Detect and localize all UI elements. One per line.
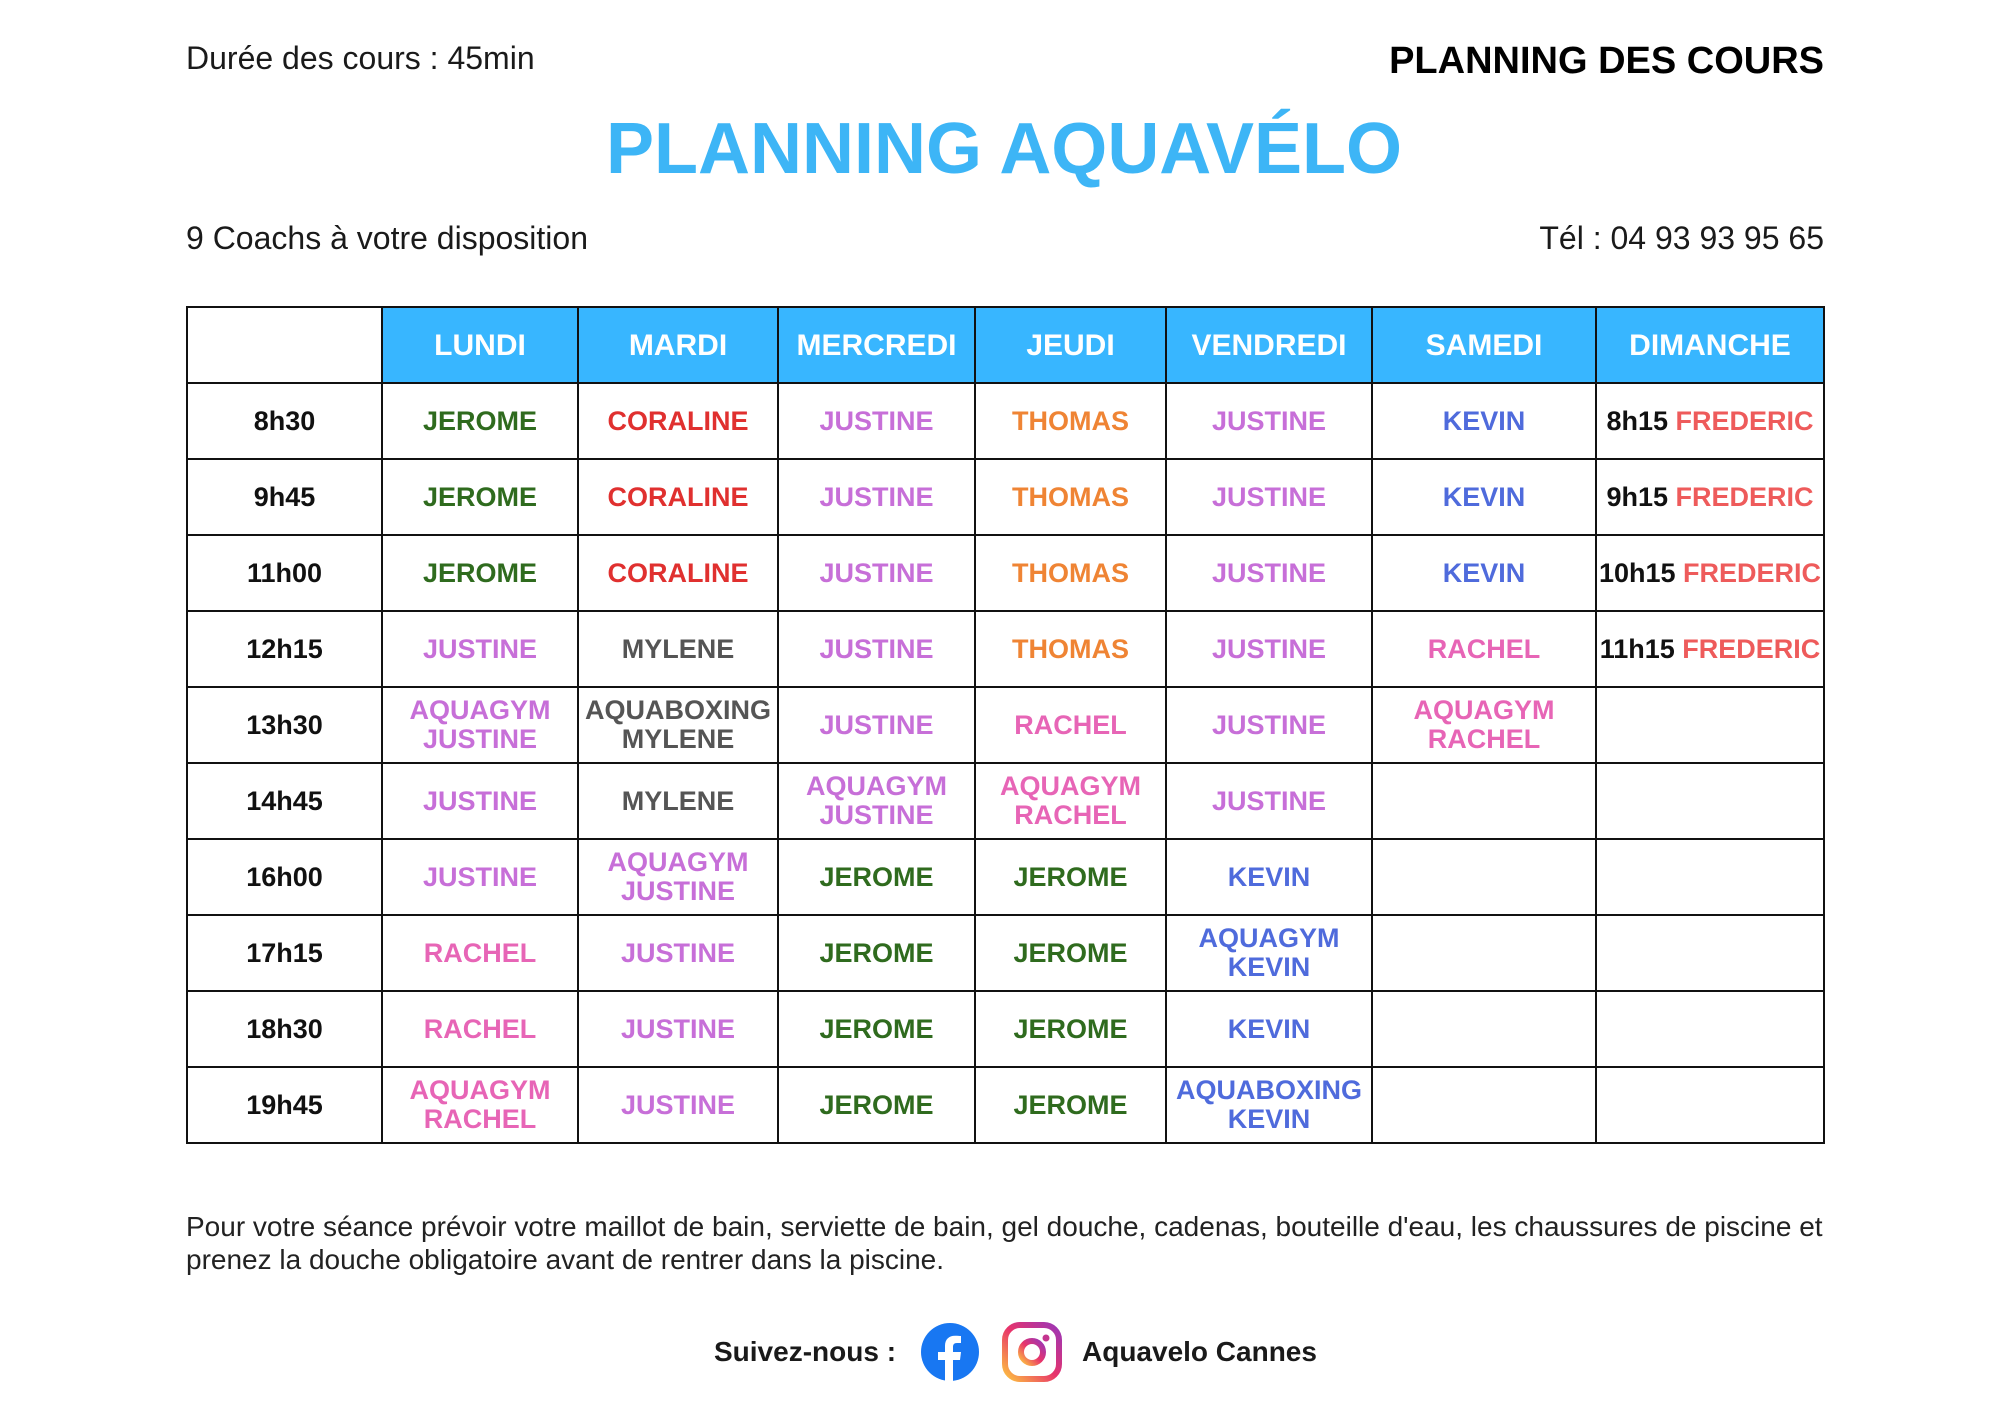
class-cell bbox=[1372, 915, 1596, 991]
class-type: AQUAGYM bbox=[409, 695, 551, 725]
class-cell bbox=[975, 915, 1166, 991]
coach-name: JUSTINE bbox=[1211, 709, 1327, 740]
coach-name: JEROME bbox=[819, 861, 934, 892]
class-cell bbox=[1596, 763, 1824, 839]
time-slot: 17h15 bbox=[187, 915, 382, 991]
class-cell bbox=[1596, 915, 1824, 991]
coach-name: MYLENE bbox=[621, 724, 735, 754]
coach-name: RACHEL bbox=[423, 1104, 537, 1134]
coach-name: KEVIN bbox=[1227, 952, 1311, 982]
class-cell bbox=[1596, 839, 1824, 915]
coach-name: MYLENE bbox=[621, 785, 735, 816]
class-cell bbox=[975, 383, 1166, 459]
coach-name: THOMAS bbox=[1012, 557, 1129, 588]
class-time: 9h15 bbox=[1606, 481, 1668, 512]
table-row bbox=[187, 687, 1824, 763]
coach-name: FREDERIC bbox=[1675, 405, 1814, 436]
class-cell bbox=[778, 991, 975, 1067]
coach-name: MYLENE bbox=[621, 633, 735, 664]
coach-name: RACHEL bbox=[1427, 724, 1541, 754]
class-cell bbox=[578, 839, 778, 915]
coach-name: JEROME bbox=[422, 557, 538, 588]
coach-name: JEROME bbox=[1013, 1089, 1128, 1120]
table-row bbox=[187, 535, 1824, 611]
table-row bbox=[187, 915, 1824, 991]
day-header-vendredi: VENDREDI bbox=[1166, 307, 1372, 383]
time-slot: 12h15 bbox=[187, 611, 382, 687]
day-header-jeudi: JEUDI bbox=[975, 307, 1166, 383]
class-cell bbox=[1166, 687, 1372, 763]
day-header-samedi: SAMEDI bbox=[1372, 307, 1596, 383]
table-row bbox=[187, 459, 1824, 535]
coach-name: RACHEL bbox=[1014, 709, 1127, 740]
class-type: AQUAGYM bbox=[1198, 923, 1340, 953]
coach-name: JUSTINE bbox=[1211, 633, 1327, 664]
class-cell bbox=[1596, 991, 1824, 1067]
coach-name: JUSTINE bbox=[819, 800, 934, 830]
class-cell bbox=[1166, 383, 1372, 459]
class-cell bbox=[975, 535, 1166, 611]
coach-name: JUSTINE bbox=[819, 405, 934, 436]
coach-name: JEROME bbox=[1013, 861, 1128, 892]
class-cell bbox=[975, 1067, 1166, 1143]
coach-name: JUSTINE bbox=[422, 785, 538, 816]
class-type: AQUABOXING bbox=[1175, 1075, 1362, 1105]
class-cell bbox=[1372, 611, 1596, 687]
coach-name: JUSTINE bbox=[422, 724, 538, 754]
class-cell bbox=[1372, 459, 1596, 535]
coach-name: JUSTINE bbox=[1211, 405, 1327, 436]
course-duration: Durée des cours : 45min bbox=[186, 40, 535, 76]
class-cell bbox=[1596, 611, 1824, 687]
time-slot: 19h45 bbox=[187, 1067, 382, 1143]
class-cell bbox=[578, 915, 778, 991]
document-label: PLANNING DES COURS bbox=[1389, 40, 1824, 82]
class-cell bbox=[1166, 763, 1372, 839]
coach-name: JUSTINE bbox=[620, 1089, 736, 1120]
time-slot: 18h30 bbox=[187, 991, 382, 1067]
coach-name: JEROME bbox=[819, 1089, 934, 1120]
class-cell bbox=[1166, 611, 1372, 687]
class-cell bbox=[382, 763, 578, 839]
class-cell bbox=[1372, 991, 1596, 1067]
class-type: AQUAGYM bbox=[409, 1075, 551, 1105]
coach-name: THOMAS bbox=[1012, 405, 1129, 436]
class-cell bbox=[382, 459, 578, 535]
coach-name: JUSTINE bbox=[1211, 785, 1327, 816]
class-cell bbox=[975, 611, 1166, 687]
class-cell bbox=[578, 383, 778, 459]
class-cell bbox=[1166, 535, 1372, 611]
coach-name: JUSTINE bbox=[620, 1013, 736, 1044]
class-cell bbox=[1372, 1067, 1596, 1143]
class-type: AQUABOXING bbox=[584, 695, 771, 725]
coach-name: CORALINE bbox=[607, 405, 749, 436]
class-cell bbox=[975, 839, 1166, 915]
time-slot: 13h30 bbox=[187, 687, 382, 763]
class-cell bbox=[778, 383, 975, 459]
class-type: AQUAGYM bbox=[607, 847, 749, 877]
class-cell bbox=[382, 839, 578, 915]
coach-name: JUSTINE bbox=[819, 709, 934, 740]
coach-name: JEROME bbox=[422, 481, 538, 512]
class-cell bbox=[1372, 383, 1596, 459]
coach-name: JUSTINE bbox=[1211, 557, 1327, 588]
facebook-icon[interactable] bbox=[920, 1322, 980, 1382]
coach-name: RACHEL bbox=[423, 1013, 537, 1044]
class-cell bbox=[1166, 839, 1372, 915]
class-cell bbox=[975, 459, 1166, 535]
class-cell bbox=[578, 459, 778, 535]
coach-name: THOMAS bbox=[1012, 633, 1129, 664]
class-type: AQUAGYM bbox=[806, 771, 947, 801]
class-cell bbox=[382, 915, 578, 991]
coach-name: JEROME bbox=[819, 1013, 934, 1044]
class-cell bbox=[1596, 459, 1824, 535]
equipment-note: Pour votre séance prévoir votre maillot de bain, serviette de bain, gel douche, cadenas, bouteille d'eau, les chaussures de piscine et prenez la douche obligatoire avant de rentrer dans la piscine. bbox=[186, 1211, 1823, 1275]
class-type: AQUAGYM bbox=[1413, 695, 1555, 725]
time-slot: 8h30 bbox=[187, 383, 382, 459]
class-cell bbox=[382, 535, 578, 611]
class-type: AQUAGYM bbox=[1000, 771, 1141, 801]
table-row bbox=[187, 839, 1824, 915]
class-cell bbox=[778, 1067, 975, 1143]
coach-name: JEROME bbox=[819, 937, 934, 968]
table-row bbox=[187, 611, 1824, 687]
phone-number: Tél : 04 93 93 95 65 bbox=[1539, 220, 1824, 256]
class-cell bbox=[1372, 839, 1596, 915]
day-header-lundi: LUNDI bbox=[382, 307, 578, 383]
coach-name: JUSTINE bbox=[620, 937, 736, 968]
coach-name: KEVIN bbox=[1442, 557, 1526, 588]
coach-name: FREDERIC bbox=[1675, 481, 1814, 512]
coach-name: JUSTINE bbox=[819, 633, 934, 664]
coach-name: RACHEL bbox=[1014, 800, 1127, 830]
coach-count: 9 Coachs à votre disposition bbox=[186, 220, 588, 256]
class-time: 10h15 bbox=[1598, 557, 1676, 588]
class-cell bbox=[578, 611, 778, 687]
corner-cell bbox=[187, 307, 382, 383]
class-cell bbox=[382, 991, 578, 1067]
coach-name: JEROME bbox=[422, 405, 538, 436]
class-cell bbox=[578, 763, 778, 839]
instagram-icon[interactable] bbox=[1002, 1322, 1062, 1382]
coach-name: KEVIN bbox=[1227, 861, 1311, 892]
day-header-dimanche: DIMANCHE bbox=[1596, 307, 1824, 383]
class-cell bbox=[382, 383, 578, 459]
class-cell bbox=[1166, 1067, 1372, 1143]
coach-name: FREDERIC bbox=[1683, 557, 1822, 588]
table-row bbox=[187, 763, 1824, 839]
class-cell bbox=[778, 839, 975, 915]
class-time: 11h15 bbox=[1599, 633, 1675, 664]
time-slot: 9h45 bbox=[187, 459, 382, 535]
class-cell bbox=[975, 991, 1166, 1067]
coach-name: JUSTINE bbox=[422, 861, 538, 892]
class-time: 8h15 bbox=[1606, 405, 1668, 436]
class-cell bbox=[1596, 535, 1824, 611]
class-cell bbox=[578, 687, 778, 763]
time-slot: 14h45 bbox=[187, 763, 382, 839]
coach-name: CORALINE bbox=[607, 557, 749, 588]
class-cell bbox=[778, 915, 975, 991]
class-cell bbox=[1372, 763, 1596, 839]
coach-name: JUSTINE bbox=[422, 633, 538, 664]
day-header-row bbox=[187, 307, 1824, 383]
class-cell bbox=[1372, 535, 1596, 611]
follow-us-label: Suivez-nous : bbox=[714, 1336, 897, 1367]
day-header-mardi: MARDI bbox=[578, 307, 778, 383]
class-cell bbox=[778, 611, 975, 687]
page-title: PLANNING AQUAVÉLO bbox=[605, 109, 1402, 189]
class-cell bbox=[1166, 915, 1372, 991]
class-cell bbox=[1596, 687, 1824, 763]
coach-name: JUSTINE bbox=[819, 481, 934, 512]
coach-name: KEVIN bbox=[1442, 481, 1526, 512]
class-cell bbox=[1596, 383, 1824, 459]
class-cell bbox=[778, 459, 975, 535]
table-row bbox=[187, 383, 1824, 459]
class-cell bbox=[382, 611, 578, 687]
coach-name: JUSTINE bbox=[819, 557, 934, 588]
coach-name: KEVIN bbox=[1227, 1013, 1311, 1044]
coach-name: JUSTINE bbox=[1211, 481, 1327, 512]
class-cell bbox=[778, 535, 975, 611]
coach-name: THOMAS bbox=[1012, 481, 1129, 512]
table-row bbox=[187, 991, 1824, 1067]
coach-name: JEROME bbox=[1013, 937, 1128, 968]
table-row bbox=[187, 1067, 1824, 1143]
coach-name: KEVIN bbox=[1442, 405, 1526, 436]
class-cell bbox=[1596, 1067, 1824, 1143]
coach-name: CORALINE bbox=[607, 481, 749, 512]
class-cell bbox=[1372, 687, 1596, 763]
class-cell bbox=[975, 687, 1166, 763]
time-slot: 11h00 bbox=[187, 535, 382, 611]
brand-name: Aquavelo Cannes bbox=[1082, 1336, 1317, 1367]
coach-name: JUSTINE bbox=[620, 876, 736, 906]
day-header-mercredi: MERCREDI bbox=[778, 307, 975, 383]
coach-name: JEROME bbox=[1013, 1013, 1128, 1044]
coach-name: RACHEL bbox=[1427, 633, 1541, 664]
time-slot: 16h00 bbox=[187, 839, 382, 915]
class-cell bbox=[578, 535, 778, 611]
class-cell bbox=[578, 1067, 778, 1143]
class-cell bbox=[382, 1067, 578, 1143]
class-cell bbox=[578, 991, 778, 1067]
class-cell bbox=[778, 763, 975, 839]
class-cell bbox=[1166, 991, 1372, 1067]
class-cell bbox=[1166, 459, 1372, 535]
class-cell bbox=[975, 763, 1166, 839]
class-cell bbox=[778, 687, 975, 763]
class-cell bbox=[382, 687, 578, 763]
coach-name: KEVIN bbox=[1227, 1104, 1311, 1134]
coach-name: RACHEL bbox=[423, 937, 537, 968]
coach-name: FREDERIC bbox=[1682, 633, 1821, 664]
schedule-table bbox=[186, 306, 1825, 1144]
